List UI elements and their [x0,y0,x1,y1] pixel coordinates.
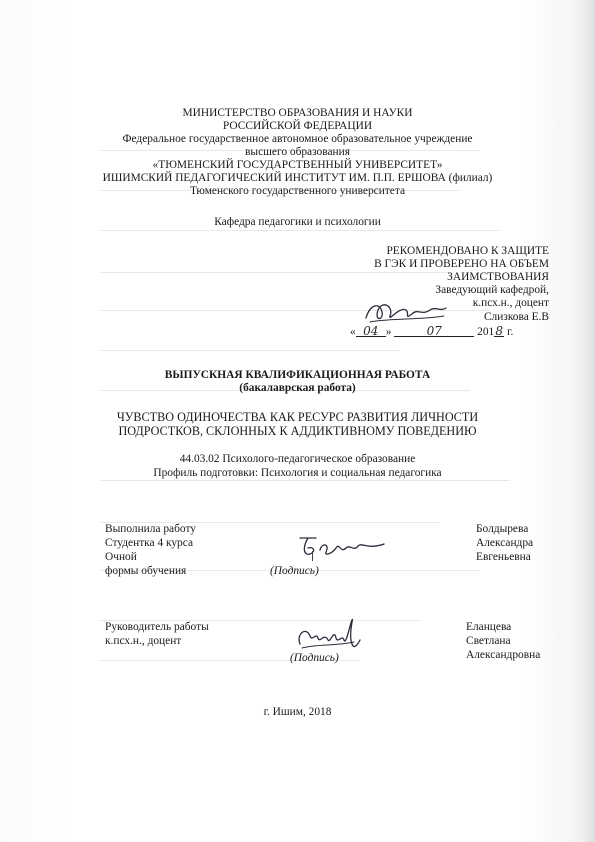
work-title-line1: ЧУВСТВО ОДИНОЧЕСТВА КАК РЕСУРС РАЗВИТИЯ ЛИЧНОСТИ [116,410,479,424]
student-role-line2: Студентка 4 курса [105,537,193,549]
student-role-line3: Очной [105,551,137,563]
student-role-line4: формы обучения [105,565,187,577]
institution-line2: высшего образования [245,146,350,158]
date-year-field: 8 [495,324,504,338]
approval-line1: РЕКОМЕНДОВАНО К ЗАЩИТЕ [386,245,549,257]
supervisor-role-line2: к.псх.н., доцент [105,635,182,647]
work-title-line2: ПОДРОСТКОВ, СКЛОННЫХ К АДДИКТИВНОМУ ПОВЕДЕНИЮ [118,424,477,438]
work-type: ВЫПУСКНАЯ КВАЛИФИКАЦИОННАЯ РАБОТА [164,369,431,381]
student-role-line1: Выполнила работу [105,523,196,535]
ministry-line1: МИНИСТЕРСТВО ОБРАЗОВАНИЯ И НАУКИ [182,107,413,119]
approval-line3: ЗАИМСТВОВАНИЯ [447,271,549,283]
institute-name: ИШИМСКИЙ ПЕДАГОГИЧЕСКИЙ ИНСТИТУТ ИМ. П.П. ЕРШОВА (филиал) [102,172,493,184]
work-subtype: (бакалаврская работа) [239,382,356,394]
student-signature-caption: (Подпись) [270,565,319,577]
signature-mark [312,551,314,561]
supervisor-signature-caption: (Подпись) [290,652,339,664]
date-month-field: 07 [394,325,474,337]
university-name: «ТЮМЕНСКИЙ ГОСУДАРСТВЕННЫЙ УНИВЕРСИТЕТ» [152,159,443,171]
department-head-name: Слизкова Е.В [483,311,549,323]
supervisor-name-line3: Александровна [466,649,541,661]
supervisor-signature-image [292,614,362,656]
date-year-prefix: 201 [477,326,495,338]
department-name: Кафедра педагогики и психологии [214,216,381,228]
institution-line1: Федеральное государственное автономное образовательное учреждение [122,133,473,145]
specialty: 44.03.02 Психолого-педагогическое образование [179,453,416,465]
supervisor-name-line1: Еланцева [466,621,512,633]
student-name-line2: Александра [476,537,534,549]
approval-line5: к.псх.н., доцент [472,297,549,309]
supervisor-name-line2: Светлана [466,635,511,647]
approval-date: « 04 » 07 2018 г. [350,324,514,338]
student-signature-image [296,532,388,562]
date-year-end: г. [507,326,514,338]
date-day-field: 04 [356,325,386,337]
student-name-line1: Болдырева [476,523,529,535]
supervisor-role-line1: Руководитель работы [105,621,209,633]
approval-line4: Заведующий кафедрой, [435,284,549,296]
approval-line2: В ГЭК И ПРОВЕРЕНО НА ОБЪЕМ [374,258,549,270]
city-year: г. Ишим, 2018 [263,706,332,718]
institute-parent: Тюменского государственного университета [189,185,406,197]
ministry-line2: РОССИЙСКОЙ ФЕДЕРАЦИИ [222,120,373,132]
study-profile: Профиль подготовки: Психология и социальная педагогика [153,467,442,479]
student-name-line3: Евгеньевна [476,551,531,563]
